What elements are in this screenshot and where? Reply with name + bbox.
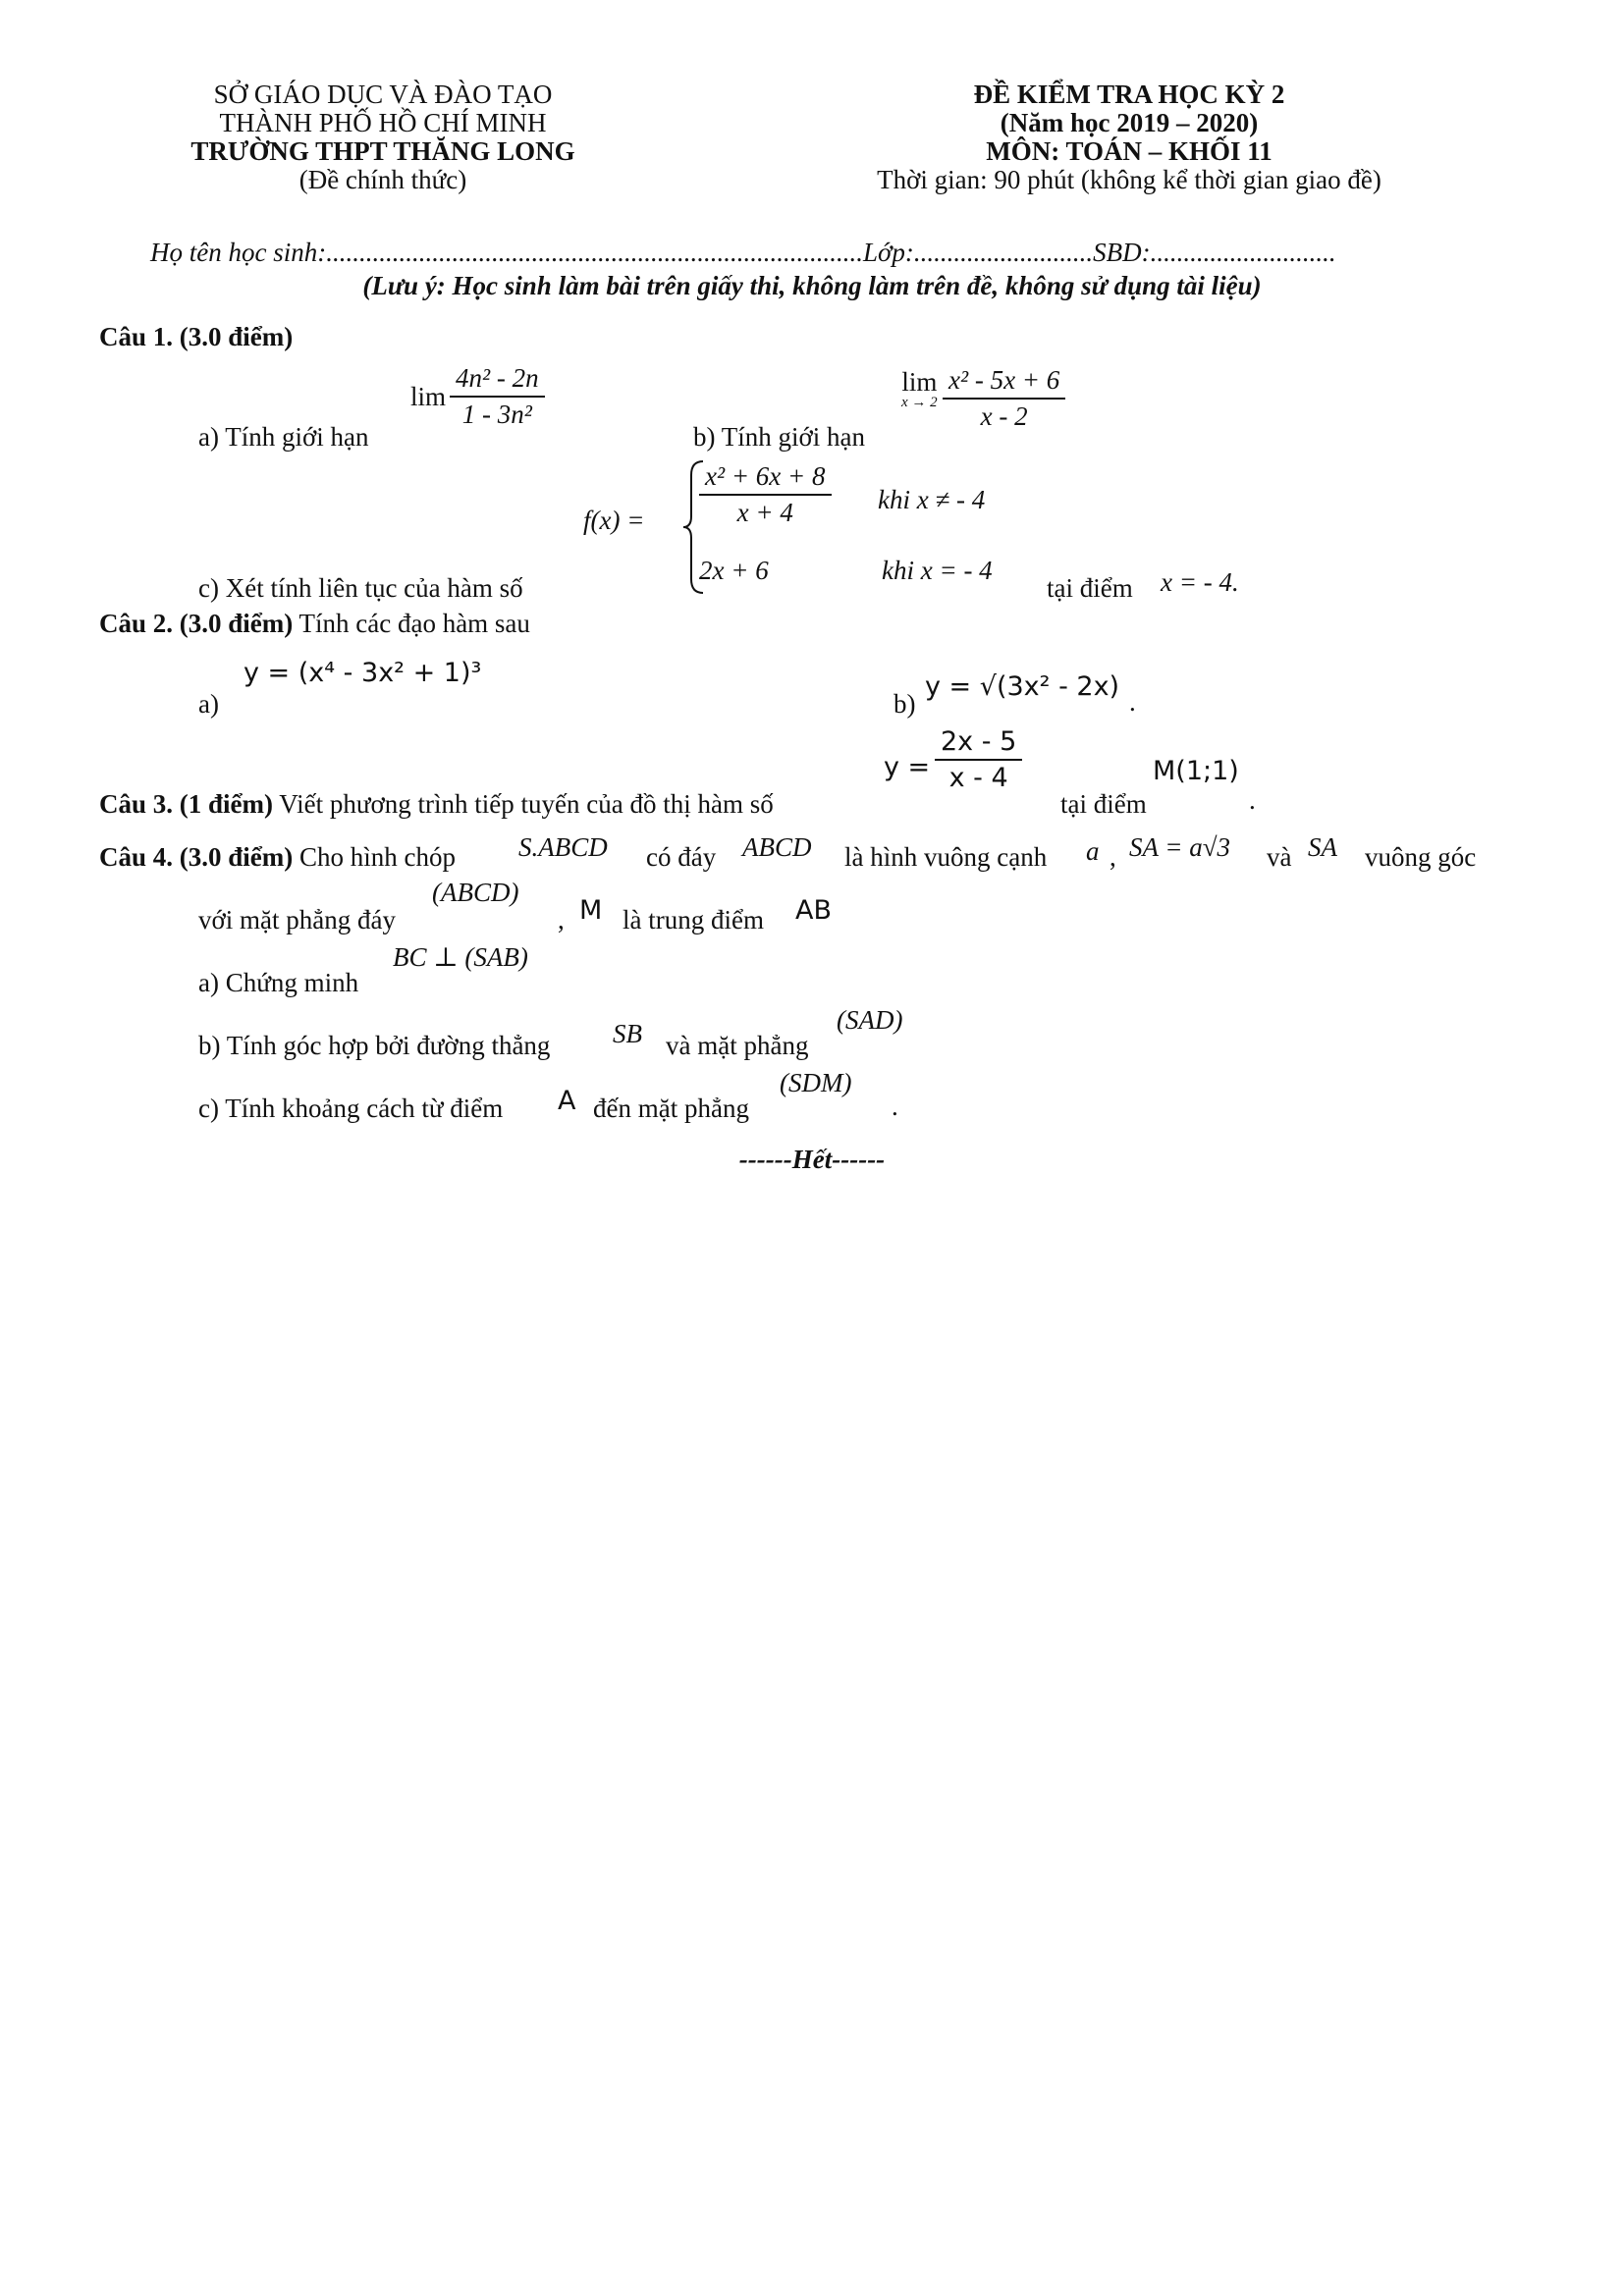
q4-ab: AB [795,895,832,926]
q2a-expr: y = (x⁴ - 3x² + 1)³ [244,658,482,688]
q4a-label: a) Chứng minh [198,968,359,997]
subject: MÔN: TOÁN – KHỐI 11 [986,136,1272,166]
q3-line [99,789,774,820]
q1a-fraction [450,363,545,430]
q2b-label: b) [893,689,916,719]
q4-t4: và [1267,842,1292,872]
q3-point: M(1;1) [1153,756,1239,786]
q1-title: Câu 1. (3.0 điểm) [99,322,294,351]
q1b-limit-sub: x → 2 [901,395,938,410]
q1b-label: b) Tính giới hạn [693,422,866,452]
q1b-denominator: x - 2 [980,401,1028,431]
q4-t1: Cho hình chóp [293,842,456,872]
header-left [147,80,619,194]
q1c-case1-condition: khi x ≠ - 4 [878,485,986,514]
q4-line2a: với mặt phẳng đáy [198,905,396,934]
city-name: THÀNH PHỐ HỒ CHÍ MINH [219,108,547,137]
q1c-case1-numerator: x² + 6x + 8 [699,461,832,496]
q1b-lim: lim [901,367,938,397]
q3-tail: tại điểm [1060,789,1147,819]
dept-name: SỞ GIÁO DỤC VÀ ĐÀO TẠO [213,80,553,109]
q3-y: y = [884,752,931,782]
q4b-plane: (SAD) [837,1005,903,1035]
q4b-mid: và mặt phẳng [666,1031,809,1060]
q4-t3: là hình vuông cạnh [844,842,1048,872]
q4-comma: , [1110,842,1116,872]
q4-t5: vuông góc [1365,842,1477,872]
q1b-fraction [943,365,1065,432]
q4-pyramid: S.ABCD [518,832,608,862]
q4-t2: có đáy [646,842,717,872]
q4c-label: c) Tính khoảng cách từ điểm [198,1094,504,1123]
school-year: (Năm học 2019 – 2020) [1000,108,1259,137]
q4-line2b: là trung điểm [623,905,764,934]
q3-end: . [1249,785,1256,815]
q4-line1 [99,842,456,873]
q1b-lim-block [901,369,938,410]
student-info-line: Họ tên học sinh:.................................................................................Lớp:...........................SBD:............................ [150,238,1336,267]
exam-note: (Lưu ý: Học sinh làm bài trên giấy thi, không làm trên đề, không sử dụng tài liệu) [362,271,1262,300]
q1c-label: c) Xét tính liên tục của hàm số [198,573,523,603]
q1c-point: x = - 4. [1161,567,1239,597]
q4-edge-a: a [1086,836,1100,866]
q4c-plane: (SDM) [780,1068,852,1097]
q1c-tail: tại điểm [1047,573,1133,603]
q4b-label: b) Tính góc hợp bởi đường thẳng [198,1031,551,1060]
exam-title: ĐỀ KIỂM TRA HỌC KỲ 2 [973,80,1285,109]
q2b-tail: . [1129,687,1136,717]
q1a-numerator: 4n² - 2n [450,363,545,398]
q1c-case1-fraction [699,461,832,528]
q4c-end: . [892,1092,898,1121]
q4c-point: A [558,1086,576,1116]
q4-sa: SA [1308,832,1337,862]
q4-plane-abcd: (ABCD) [432,878,519,907]
q4-m: M [579,895,603,926]
q1a-lim: lim [410,381,447,411]
q4-comma2: , [558,905,565,934]
q1c-case2-condition: khi x = - 4 [882,556,993,585]
q2-title: Câu 2. (3.0 điểm) [99,609,294,638]
q4-base: ABCD [742,832,812,862]
duration: Thời gian: 90 phút (không kể thời gian giao đề) [877,165,1381,194]
q2a-label: a) [198,689,219,719]
q4-title: Câu 4. (3.0 điểm) [99,842,294,872]
q3-denominator: x - 4 [948,763,1008,793]
q3-numerator: 2x - 5 [935,726,1022,761]
q2b-expr: y = √(3x² - 2x) [925,671,1120,702]
q2-text: Tính các đạo hàm sau [293,609,530,638]
q2-line [99,609,530,639]
q1c-case2: 2x + 6 [699,556,769,585]
q1a-formula [410,363,545,430]
q3-title: Câu 3. (1 điểm) [99,789,273,819]
q1a-label: a) Tính giới hạn [198,422,369,452]
school-name: TRƯỜNG THPT THĂNG LONG [190,136,575,166]
official-label: (Đề chính thức) [298,165,467,194]
q1c-f: f(x) = [583,506,645,535]
header-right [776,80,1483,194]
q4c-mid: đến mặt phẳng [593,1094,749,1123]
q1b-formula [943,365,1065,432]
q4-sa-eq: SA = a√3 [1129,832,1231,862]
end-mark: ------Hết------ [738,1145,886,1174]
q1a-denominator: 1 - 3n² [461,400,532,429]
q4b-line: SB [613,1019,642,1048]
q3-formula [935,726,1022,793]
q3-text: Viết phương trình tiếp tuyến của đồ thị hàm số [273,789,774,819]
q1b-numerator: x² - 5x + 6 [943,365,1065,400]
q4a-expr: BC ⊥ (SAB) [393,942,528,972]
q1c-case1-denominator: x + 4 [736,498,793,527]
